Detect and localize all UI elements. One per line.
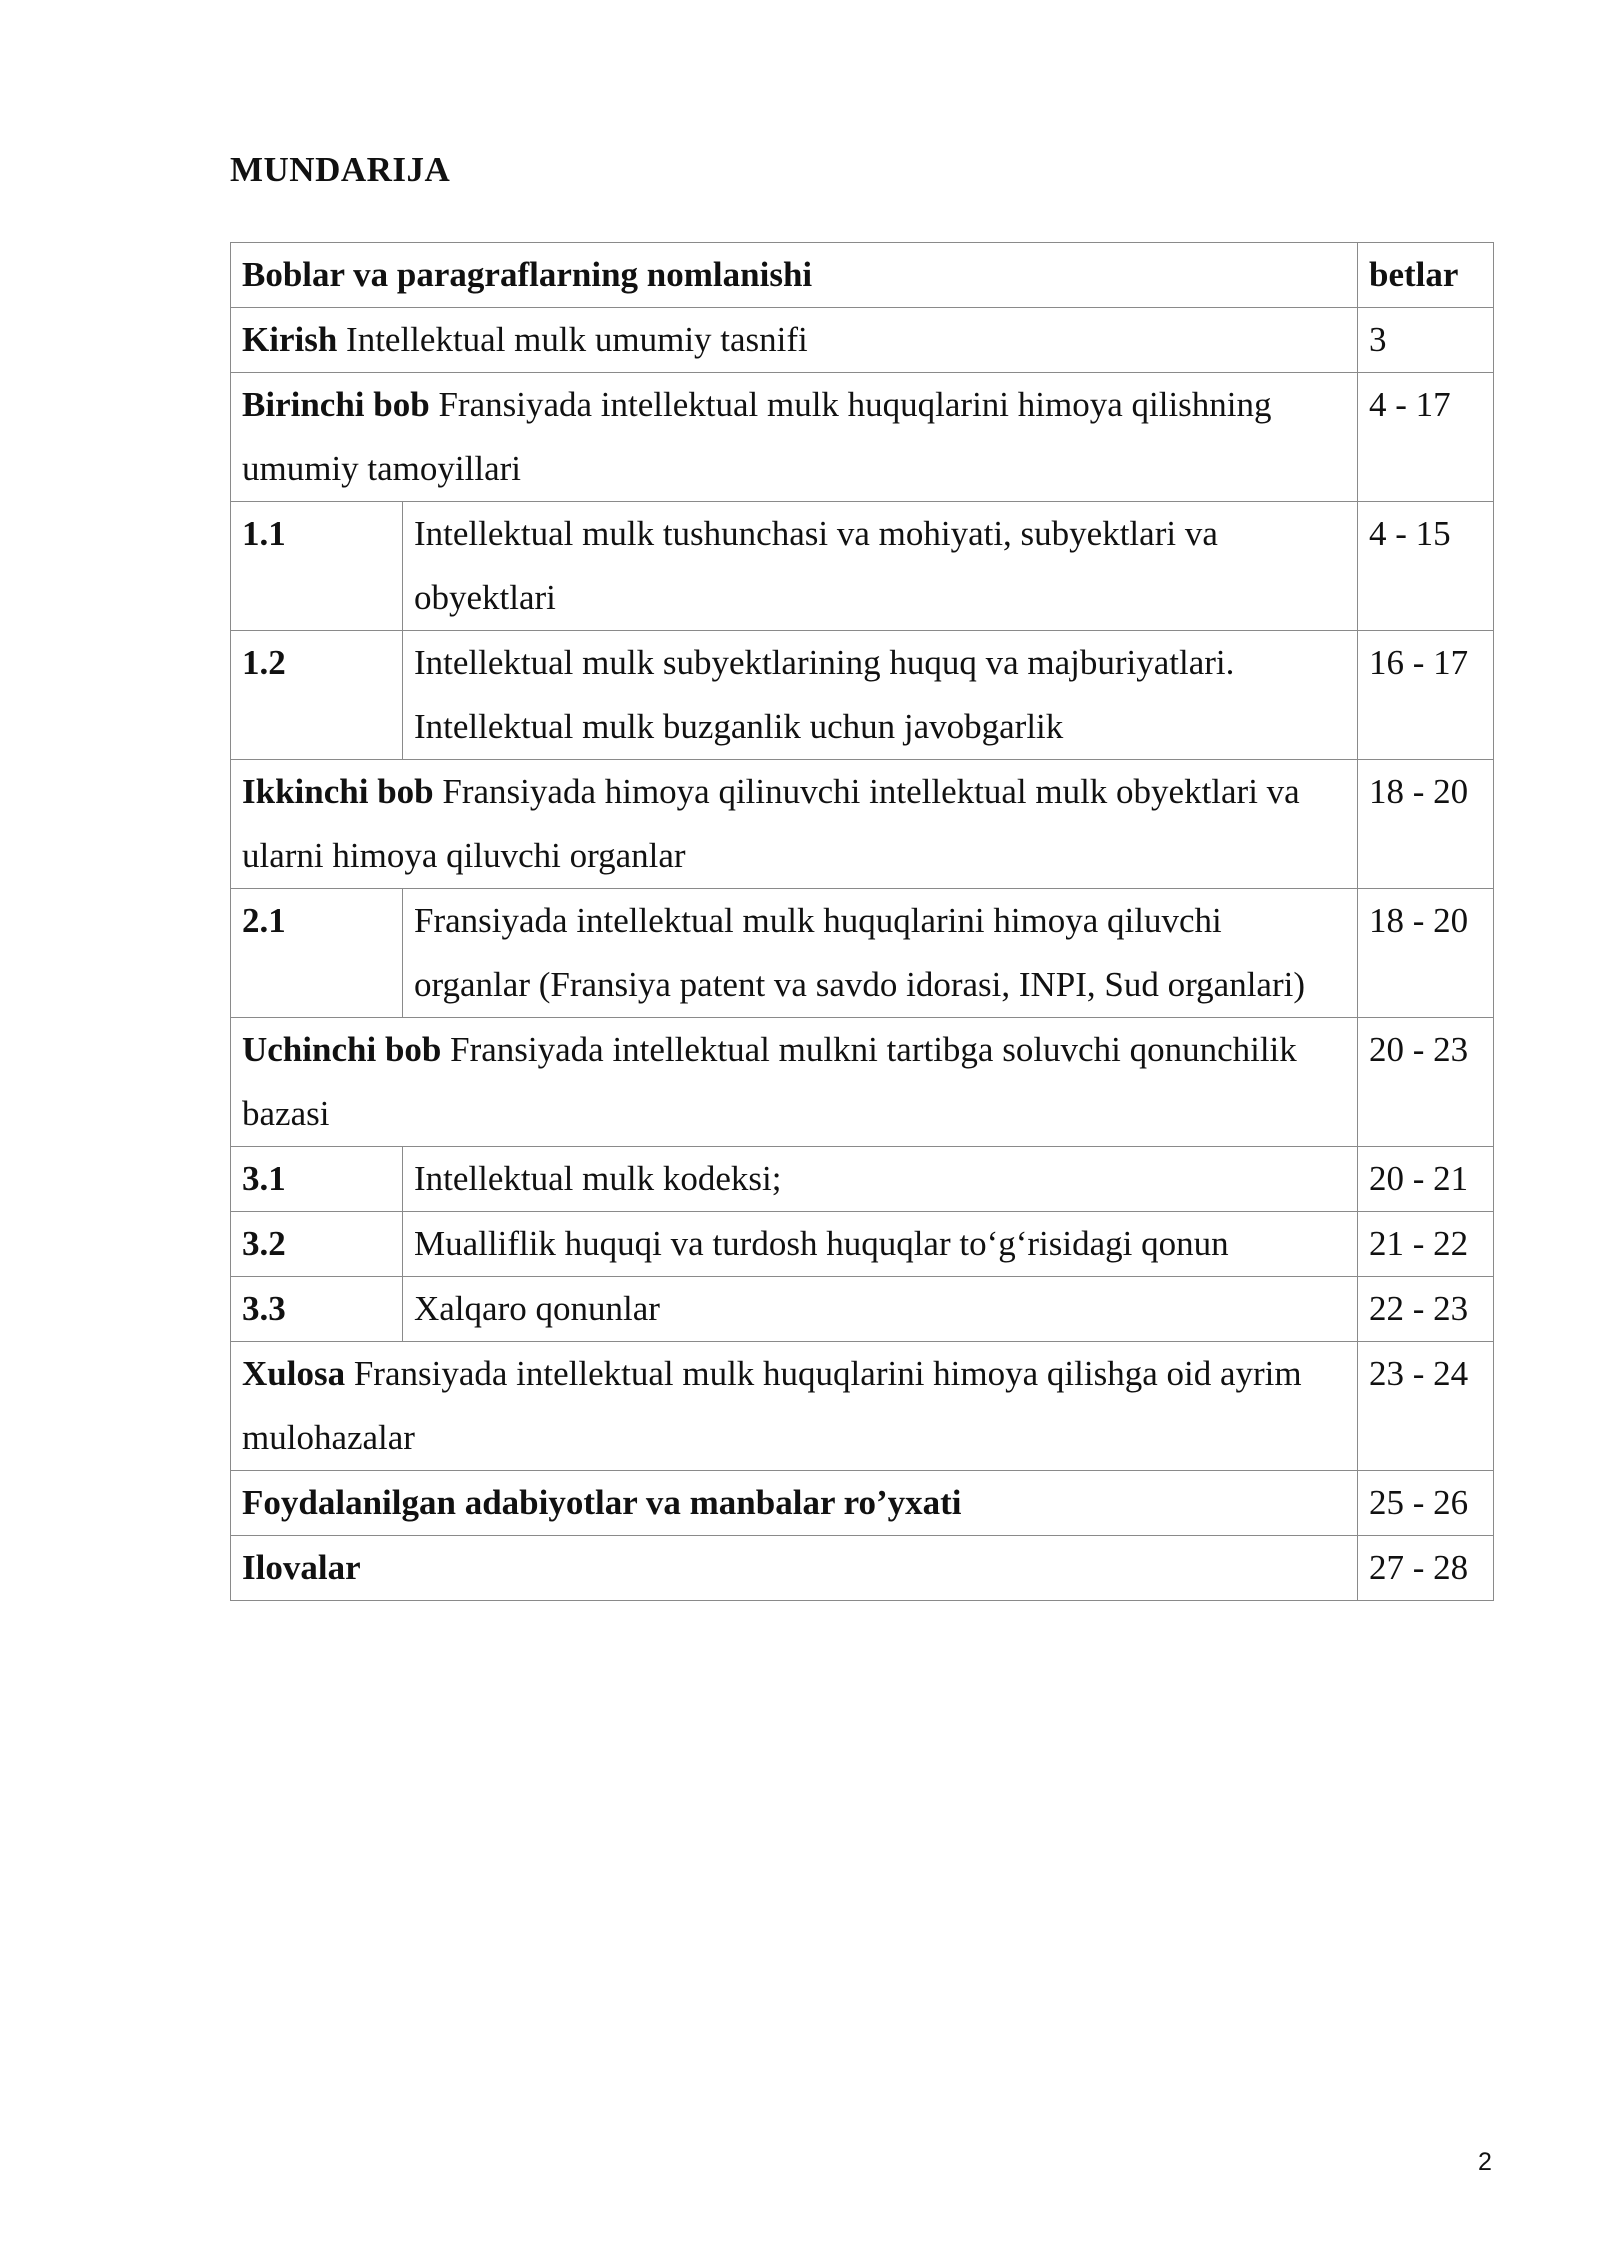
table-header-row bbox=[231, 243, 1494, 308]
chapter-lead: Uchinchi bob bbox=[242, 1030, 442, 1069]
table-row bbox=[231, 1342, 1494, 1471]
section-title-cell: Fransiyada intellektual mulk huquqlarini himoya qiluvchi organlar (Fransiya patent va savdo idorasi, INPI, Sud organlari) bbox=[403, 889, 1358, 1018]
pages-cell: 20 - 21 bbox=[1358, 1147, 1494, 1212]
table-row bbox=[231, 1147, 1494, 1212]
page-title: MUNDARIJA bbox=[230, 150, 451, 189]
table-row bbox=[231, 1018, 1494, 1147]
page-number: 2 bbox=[1478, 2148, 1492, 2176]
pages-cell: 4 - 15 bbox=[1358, 502, 1494, 631]
pages-cell: 22 - 23 bbox=[1358, 1277, 1494, 1342]
pages-cell: 18 - 20 bbox=[1358, 889, 1494, 1018]
chapter-title-cell bbox=[231, 1018, 1358, 1147]
pages-cell: 16 - 17 bbox=[1358, 631, 1494, 760]
section-title-cell: Xalqaro qonunlar bbox=[403, 1277, 1358, 1342]
pages-cell: 4 - 17 bbox=[1358, 373, 1494, 502]
chapter-title-cell bbox=[231, 1536, 1358, 1601]
chapter-title-cell bbox=[231, 760, 1358, 889]
table-row bbox=[231, 373, 1494, 502]
pages-cell: 21 - 22 bbox=[1358, 1212, 1494, 1277]
chapter-title: Fransiyada himoya qilinuvchi intellektual mulk obyektlari va ularni himoya qiluvchi organlar bbox=[242, 772, 1300, 875]
table-row bbox=[231, 308, 1494, 373]
section-number-cell: 3.1 bbox=[231, 1147, 403, 1212]
section-number-cell: 1.2 bbox=[231, 631, 403, 760]
pages-cell: 18 - 20 bbox=[1358, 760, 1494, 889]
section-number-cell: 2.1 bbox=[231, 889, 403, 1018]
section-title-cell: Intellektual mulk tushunchasi va mohiyati, subyektlari va obyektlari bbox=[403, 502, 1358, 631]
chapter-lead: Foydalanilgan adabiyotlar va manbalar ro’yxati bbox=[242, 1483, 962, 1522]
chapter-lead: Ikkinchi bob bbox=[242, 772, 434, 811]
section-number-cell: 1.1 bbox=[231, 502, 403, 631]
chapter-title: Intellektual mulk umumiy tasnifi bbox=[337, 320, 808, 359]
header-title-cell: Boblar va paragraflarning nomlanishi bbox=[231, 243, 1358, 308]
chapter-lead: Xulosa bbox=[242, 1354, 346, 1393]
chapter-title: Fransiyada intellektual mulkni tartibga soluvchi qonunchilik bazasi bbox=[242, 1030, 1297, 1133]
pages-cell: 20 - 23 bbox=[1358, 1018, 1494, 1147]
section-title-cell: Intellektual mulk subyektlarining huquq va majburiyatlari. Intellektual mulk buzganlik uchun javobgarlik bbox=[403, 631, 1358, 760]
table-row bbox=[231, 502, 1494, 631]
pages-cell: 3 bbox=[1358, 308, 1494, 373]
section-number-cell: 3.3 bbox=[231, 1277, 403, 1342]
section-number-cell: 3.2 bbox=[231, 1212, 403, 1277]
table-row bbox=[231, 1277, 1494, 1342]
contents-table bbox=[230, 242, 1494, 1601]
chapter-lead: Ilovalar bbox=[242, 1548, 361, 1587]
section-title-cell: Mualliflik huquqi va turdosh huquqlar to‘g‘risidagi qonun bbox=[403, 1212, 1358, 1277]
chapter-lead: Birinchi bob bbox=[242, 385, 430, 424]
chapter-title-cell bbox=[231, 373, 1358, 502]
header-pages-cell: betlar bbox=[1358, 243, 1494, 308]
pages-cell: 27 - 28 bbox=[1358, 1536, 1494, 1601]
table-row bbox=[231, 1536, 1494, 1601]
pages-cell: 25 - 26 bbox=[1358, 1471, 1494, 1536]
chapter-title-cell bbox=[231, 1471, 1358, 1536]
table-row bbox=[231, 1471, 1494, 1536]
section-title-cell: Intellektual mulk kodeksi; bbox=[403, 1147, 1358, 1212]
pages-cell: 23 - 24 bbox=[1358, 1342, 1494, 1471]
chapter-title-cell bbox=[231, 308, 1358, 373]
chapter-title-cell bbox=[231, 1342, 1358, 1471]
table-row bbox=[231, 760, 1494, 889]
chapter-title: Fransiyada intellektual mulk huquqlarini himoya qilishga oid ayrim mulohazalar bbox=[242, 1354, 1302, 1457]
table-row bbox=[231, 1212, 1494, 1277]
chapter-lead: Kirish bbox=[242, 320, 338, 359]
chapter-title: Fransiyada intellektual mulk huquqlarini himoya qilishning umumiy tamoyillari bbox=[242, 385, 1272, 488]
table-row bbox=[231, 631, 1494, 760]
table-row bbox=[231, 889, 1494, 1018]
